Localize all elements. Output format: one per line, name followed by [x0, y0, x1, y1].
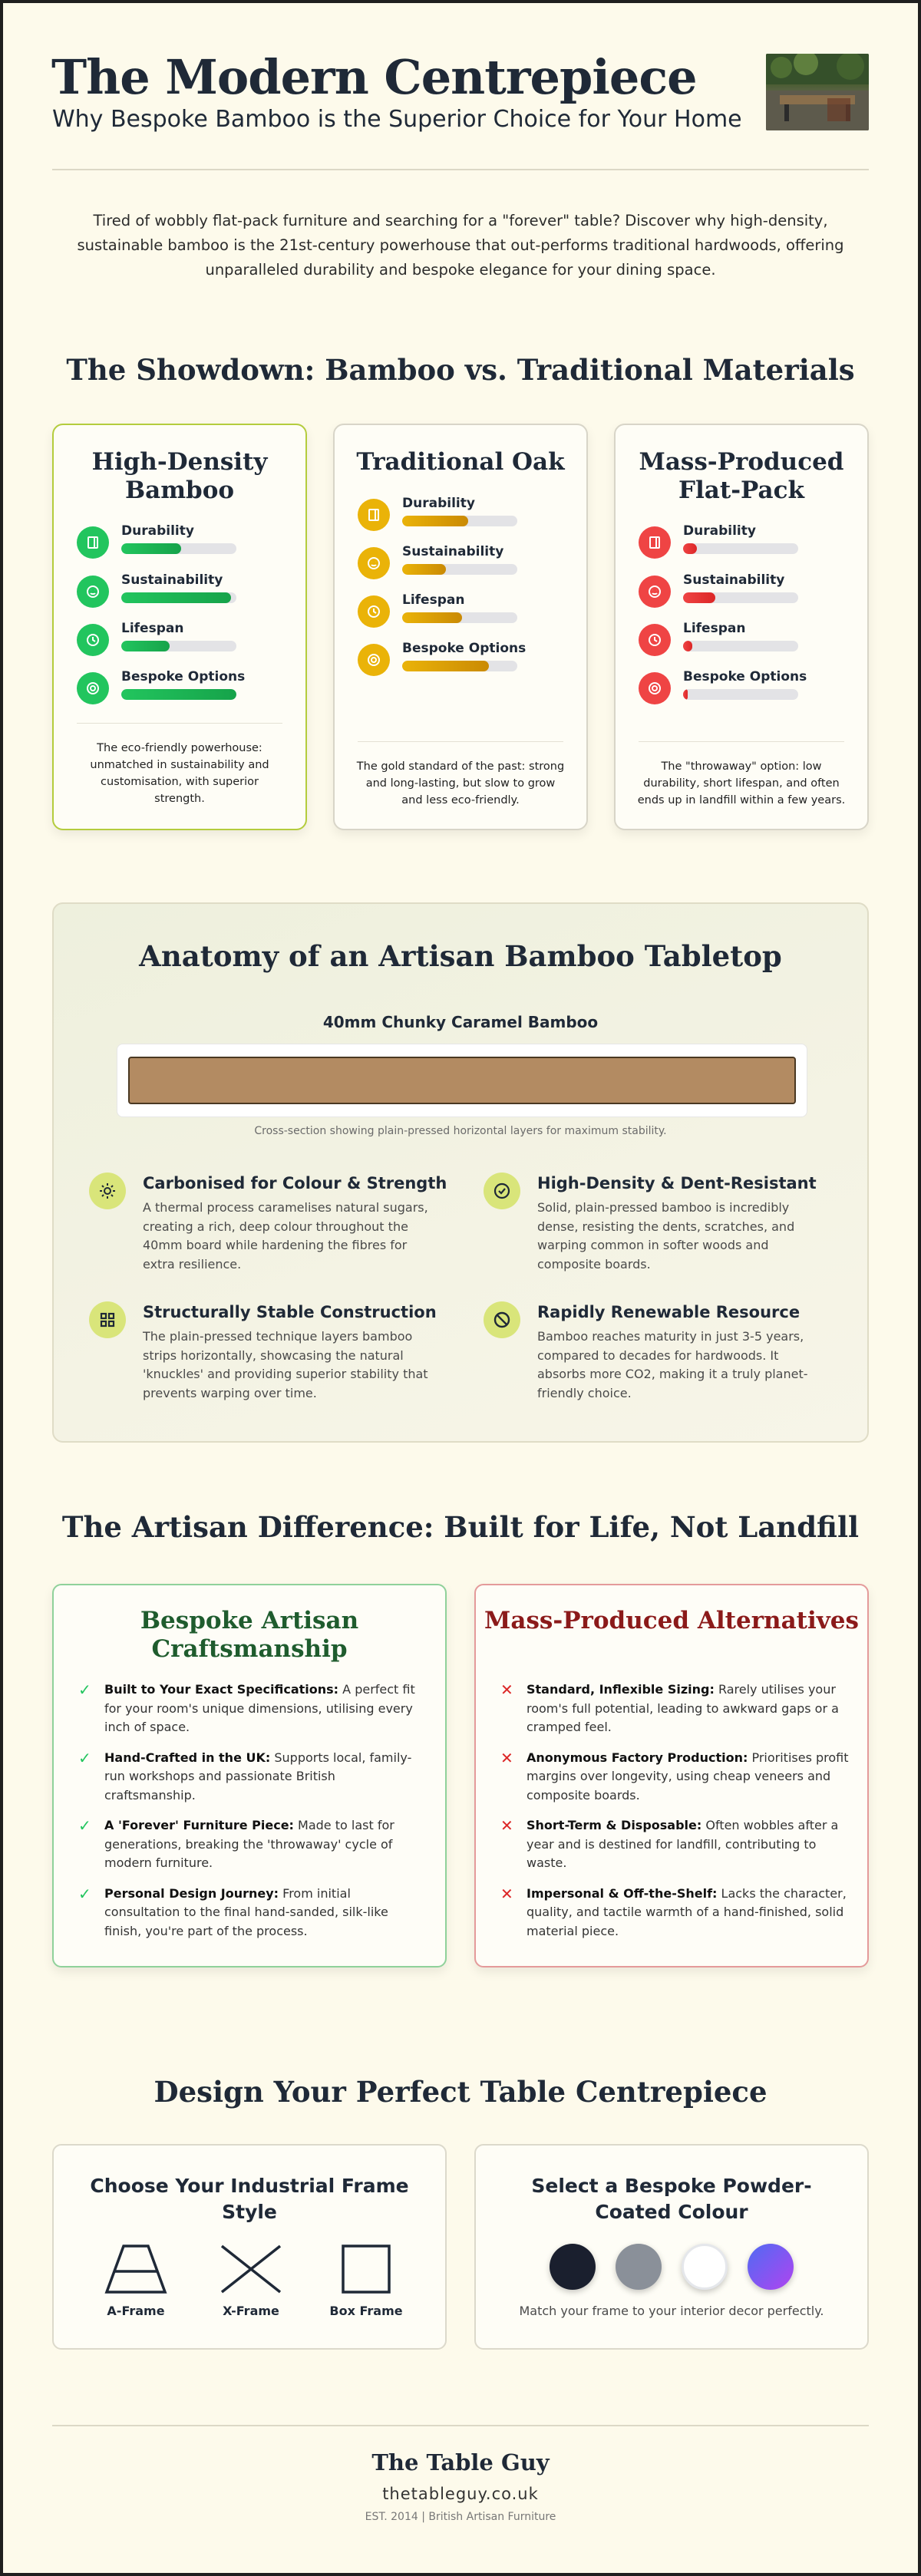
anatomy-section [52, 902, 869, 1443]
card-title: Traditional Oak [356, 448, 565, 476]
swatch-black[interactable] [550, 2244, 596, 2290]
list-item [78, 1749, 427, 1806]
difference-heading: The Artisan Difference: Built for Life, Not Landfill [61, 1510, 860, 1544]
metric-bar-fill [402, 661, 489, 671]
metric-bar [683, 689, 798, 700]
metric-bar-fill [683, 689, 688, 700]
metric-label: Sustainability [402, 544, 504, 559]
check-circle-icon [484, 1173, 520, 1209]
durability-icon [358, 499, 390, 531]
box-frame-icon [334, 2244, 398, 2294]
durability-icon [639, 526, 671, 559]
metric-bar [683, 543, 798, 554]
cross-icon: ✕ [500, 1681, 513, 1699]
bespoke-icon [358, 644, 390, 676]
frame-style-title: Choose Your Industrial Frame Style [90, 2175, 409, 2223]
metric-bar [402, 564, 517, 575]
lifespan-icon [639, 624, 671, 656]
list-item-text: From initial consultation to the final hand-sanded, silk-like finish, you're part of the process. [104, 1885, 388, 1938]
card-divider [639, 741, 844, 742]
metric-label: Durability [121, 523, 194, 539]
metric-bar [402, 516, 517, 526]
metric-bar-fill [683, 641, 692, 651]
page [3, 3, 918, 2573]
card-description: The gold standard of the past: strong and long-lasting, but slow to grow and less eco-friendly. [356, 760, 565, 806]
page-subtitle: Why Bespoke Bamboo is the Superior Choice for Your Home [52, 106, 742, 133]
metric-bar [121, 641, 236, 651]
metric-label: Sustainability [121, 572, 223, 588]
list-item [500, 1749, 849, 1806]
frame-option-box[interactable] [324, 2244, 408, 2318]
card-divider [358, 741, 563, 742]
feature-text: Solid, plain-pressed bamboo is incredibly dense, resisting the dents, scratches, and warping common in softer woods and composite boards. [537, 1200, 795, 1272]
list-item [78, 1885, 427, 1941]
metric-bar-fill [121, 543, 181, 554]
metric-bar [683, 592, 798, 603]
colour-title: Select a Bespoke Powder-Coated Colour [531, 2175, 812, 2223]
metric-label: Bespoke Options [121, 669, 246, 684]
check-icon: ✓ [78, 1816, 91, 1835]
feature-text: A thermal process caramelises natural sugars, creating a rich, deep colour throughout the 40mm board while hardening the fibres for extra resilience. [143, 1200, 428, 1272]
metric-bar-fill [402, 516, 468, 526]
metric-label: Bespoke Options [683, 669, 807, 684]
swatch-white[interactable] [682, 2244, 728, 2290]
metric-bar-fill [402, 612, 462, 623]
mass-produced-card [474, 1584, 869, 1967]
list-item [78, 1681, 427, 1737]
card-description: The "throwaway" option: low durability, short lifespan, and often ends up in landfill within a few years. [637, 760, 846, 806]
board-label: 40mm Chunky Caramel Bamboo [322, 1013, 599, 1031]
check-icon: ✓ [78, 1748, 91, 1767]
footer-url[interactable]: thetableguy.co.uk [382, 2485, 539, 2503]
list-item-lead: Standard, Inflexible Sizing: [527, 1682, 715, 1697]
lifespan-icon [77, 624, 109, 656]
card-divider [77, 723, 282, 724]
durability-icon [77, 526, 109, 559]
metric-bar-fill [683, 592, 715, 603]
list-item-text: A perfect fit for your room's unique dimensions, utilising every inch of space. [104, 1682, 415, 1734]
metric-bar [121, 592, 236, 603]
bamboo-board [128, 1057, 796, 1104]
metric-bar-fill [121, 592, 231, 603]
metric-label: Lifespan [402, 592, 465, 608]
list-item-text: Made to last for generations, breaking the 'throwaway' cycle of modern furniture. [104, 1818, 394, 1870]
metric-bar-fill [121, 641, 170, 651]
list-item-text: Prioritises profit margins over longevity, using cheap veneers and composite boards. [527, 1750, 849, 1803]
feature-text: The plain-pressed technique layers bamboo strips horizontally, showcasing the natural 'knuckles' and providing superior stability that prevents warping over time. [143, 1329, 428, 1400]
mass-produced-title: Mass-Produced Alternatives [484, 1607, 859, 1634]
anatomy-heading: Anatomy of an Artisan Bamboo Tabletop [139, 939, 782, 973]
metric-label: Bespoke Options [402, 641, 527, 656]
tabletop-cross-section [117, 1044, 807, 1117]
list-item-lead: A 'Forever' Furniture Piece: [104, 1818, 294, 1832]
list-item [500, 1816, 849, 1873]
swatch-grey[interactable] [616, 2244, 662, 2290]
a-frame-icon [104, 2244, 168, 2294]
feature-text: Bamboo reaches maturity in just 3-5 years, compared to decades for hardwoods. It absorbs more CO2, making it a truly planet-friendly choice. [537, 1329, 808, 1400]
metric-bar-fill [402, 564, 446, 575]
card-title: Mass-Produced Flat-Pack [639, 448, 844, 504]
bespoke-icon [77, 672, 109, 704]
frame-style-panel [52, 2144, 447, 2350]
mass-produced-list [500, 1681, 849, 1952]
footer-brand: The Table Guy [371, 2449, 550, 2475]
metric-bar-fill [121, 689, 236, 700]
cross-icon: ✕ [500, 1816, 513, 1835]
header-divider [52, 169, 869, 170]
footer-established: EST. 2014 | British Artisan Furniture [365, 2511, 556, 2523]
list-item-lead: Personal Design Journey: [104, 1885, 279, 1901]
grid-icon [89, 1301, 126, 1338]
frame-option-a[interactable] [94, 2244, 178, 2318]
bespoke-icon [639, 672, 671, 704]
sun-icon [89, 1173, 126, 1209]
list-item [500, 1885, 849, 1941]
intro-text: Tired of wobbly flat-pack furniture and searching for a "forever" table? Discover why high-density, sustainable bamboo is the 21st-century powerhouse that out-performs traditional hardwoods, offering unparalleled durability and bespoke elegance for your dining space. [77, 212, 844, 279]
metric-label: Sustainability [683, 572, 785, 588]
frame-label: A-Frame [107, 2304, 165, 2318]
list-item-text: Supports local, family-run workshops and passionate British craftsmanship. [104, 1750, 412, 1803]
metric-label: Durability [683, 523, 756, 539]
feature-title: Carbonised for Colour & Strength [143, 1174, 447, 1192]
check-icon: ✓ [78, 1884, 91, 1903]
metric-bar [121, 689, 236, 700]
showdown-heading: The Showdown: Bamboo vs. Traditional Materials [66, 353, 855, 387]
lifespan-icon [358, 595, 390, 628]
cross-icon: ✕ [500, 1748, 513, 1767]
list-item-lead: Anonymous Factory Production: [527, 1750, 748, 1765]
list-item-lead: Impersonal & Off-the-Shelf: [527, 1885, 718, 1901]
list-item [500, 1681, 849, 1737]
metric-bar-fill [683, 543, 697, 554]
cross-section-caption: Cross-section showing plain-pressed horizontal layers for maximum stability. [254, 1125, 667, 1137]
sustainability-icon [77, 576, 109, 608]
frame-label: X-Frame [223, 2304, 279, 2318]
sustainability-icon [639, 576, 671, 608]
list-item-lead: Built to Your Exact Specifications: [104, 1682, 339, 1697]
metric-bar [402, 661, 517, 671]
frame-label: Box Frame [329, 2304, 403, 2318]
header-photo [766, 54, 869, 130]
bespoke-card [52, 1584, 447, 1967]
feature-title: Structurally Stable Construction [143, 1303, 437, 1321]
metric-bar [683, 641, 798, 651]
page-title: The Modern Centrepiece [51, 49, 697, 105]
card-title: High-Density Bamboo [91, 448, 268, 504]
sustainability-icon [358, 547, 390, 579]
frame-option-x[interactable] [209, 2244, 293, 2318]
bespoke-title: Bespoke Artisan Craftsmanship [140, 1607, 359, 1663]
colour-note: Match your frame to your interior decor perfectly. [519, 2304, 824, 2318]
metric-bar [402, 612, 517, 623]
list-item-text: Lacks the character, quality, and tactile warmth of a hand-finished, solid material piece. [527, 1885, 847, 1938]
x-frame-icon [219, 2244, 283, 2294]
card-flatpack [614, 424, 869, 830]
card-oak [333, 424, 588, 830]
footer-divider [52, 2425, 869, 2426]
list-item [78, 1816, 427, 1873]
metric-bar [121, 543, 236, 554]
leaf-icon [484, 1301, 520, 1338]
cross-icon: ✕ [500, 1884, 513, 1903]
list-item-text: Often wobbles after a year and is destined for landfill, contributing to waste. [527, 1818, 839, 1870]
colour-panel [474, 2144, 869, 2350]
swatch-purple[interactable] [748, 2244, 794, 2290]
metric-label: Lifespan [121, 621, 184, 636]
list-item-lead: Short-Term & Disposable: [527, 1818, 702, 1832]
list-item-lead: Hand-Crafted in the UK: [104, 1750, 271, 1765]
list-item-text: Rarely utilises your room's full potential, leading to awkward gaps or a cramped feel. [527, 1682, 839, 1734]
feature-title: High-Density & Dent-Resistant [537, 1174, 817, 1192]
feature-title: Rapidly Renewable Resource [537, 1303, 801, 1321]
card-bamboo [52, 424, 307, 830]
check-icon: ✓ [78, 1681, 91, 1699]
bespoke-list [78, 1681, 427, 1952]
metric-label: Durability [402, 496, 475, 511]
design-heading: Design Your Perfect Table Centrepiece [154, 2075, 768, 2109]
card-description: The eco-friendly powerhouse: unmatched in sustainability and customisation, with superior strength. [90, 742, 269, 805]
metric-label: Lifespan [683, 621, 746, 636]
